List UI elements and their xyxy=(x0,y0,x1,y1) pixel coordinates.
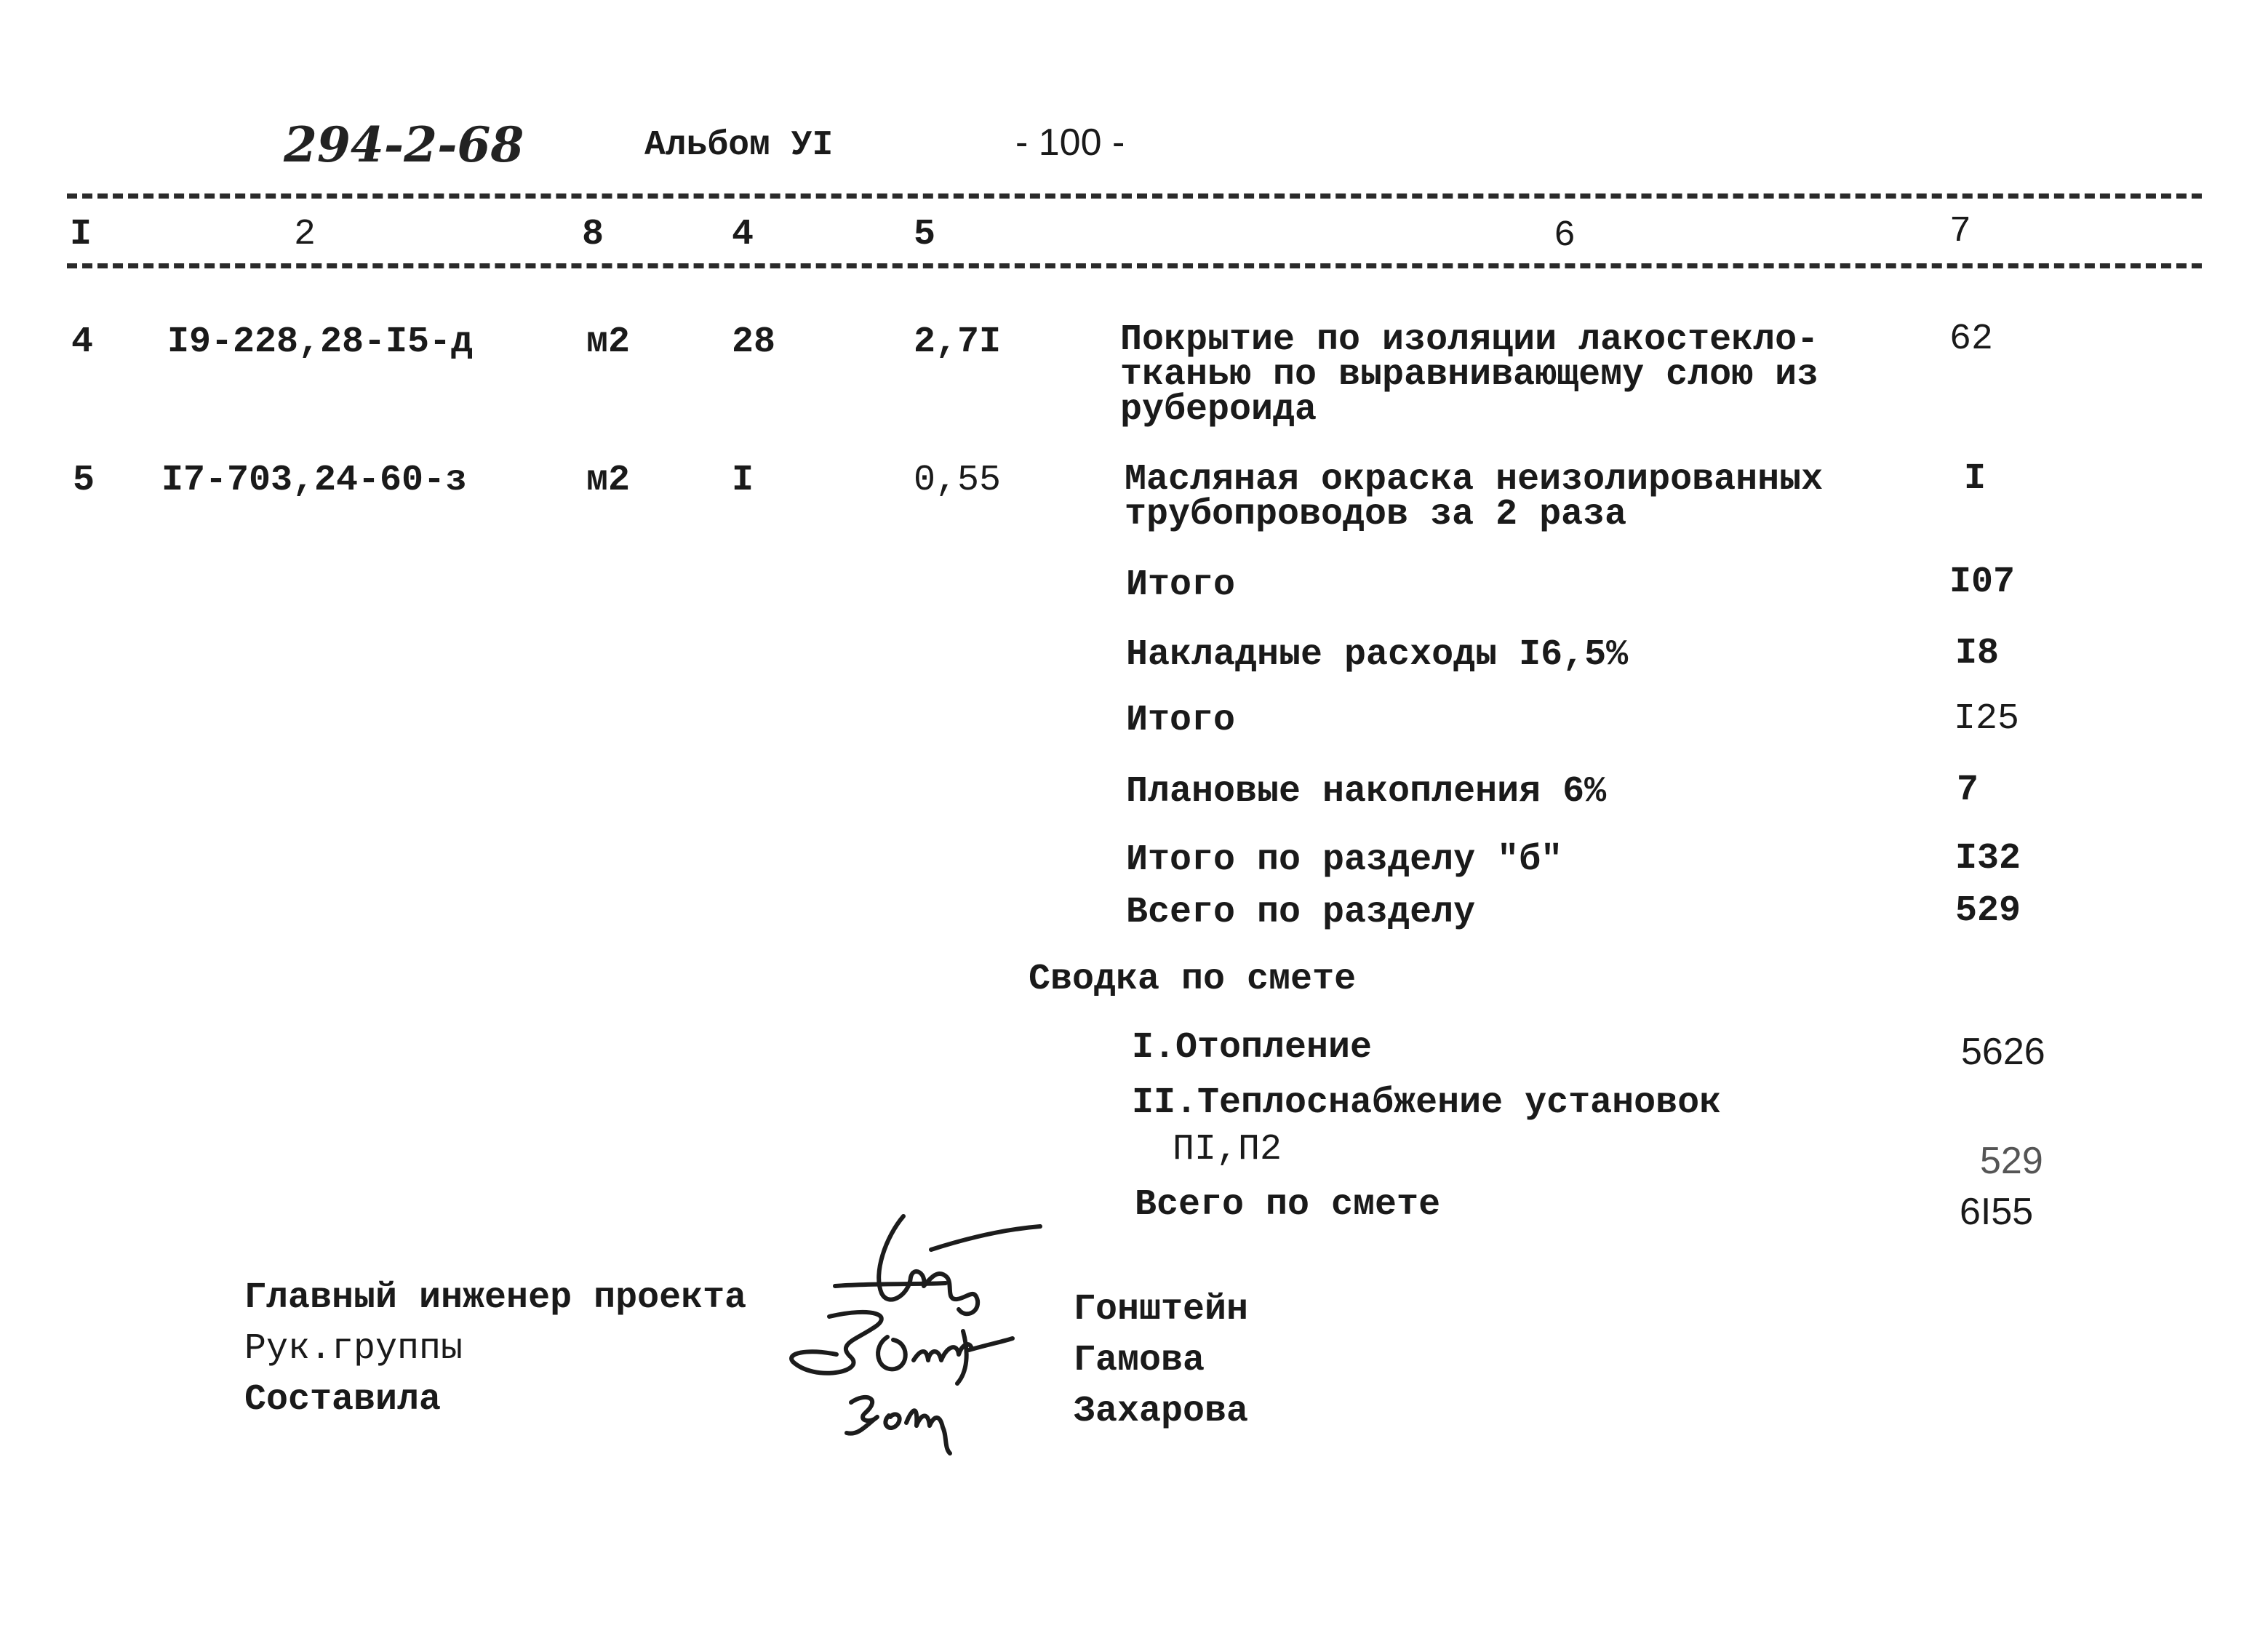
row-total: I xyxy=(1964,458,1987,500)
summary-label: Накладные расходы I6,5% xyxy=(1126,634,1629,676)
row-code: I9-228,28-I5-д xyxy=(167,322,474,363)
signature-3-handwritten xyxy=(836,1382,967,1455)
header-bottom-rule xyxy=(67,263,2202,268)
signature-1-handwritten xyxy=(822,1207,1055,1317)
col-header-3: 8 xyxy=(582,214,604,255)
row-price: 2,7I xyxy=(914,322,1002,363)
row-number: 4 xyxy=(71,322,94,363)
signature-role: Главный инженер проекта xyxy=(244,1277,747,1319)
summary-label: Итого xyxy=(1126,564,1236,606)
estimate-item-value: 529 xyxy=(1980,1140,2043,1182)
signature-name: Захарова xyxy=(1074,1391,1249,1432)
row-quantity: 28 xyxy=(732,322,776,363)
col-header-4: 4 xyxy=(732,214,754,255)
row-price: 0,55 xyxy=(914,460,1002,501)
estimate-item-value: 5626 xyxy=(1961,1031,2045,1073)
header-top-rule xyxy=(67,193,2202,199)
estimate-item-label: I.Отопление xyxy=(1132,1027,1373,1069)
row-unit: м2 xyxy=(586,322,631,363)
page-number: - 100 - xyxy=(1015,121,1125,164)
signature-role: Рук.группы xyxy=(244,1328,463,1370)
summary-value: I07 xyxy=(1949,562,2016,603)
col-header-2: 2 xyxy=(294,214,316,255)
col-header-6: 6 xyxy=(1554,215,1576,257)
signature-name: Гонштейн xyxy=(1074,1289,1249,1330)
row-number: 5 xyxy=(73,460,95,501)
project-code: 294-2-68 xyxy=(284,116,524,173)
summary-value: I8 xyxy=(1955,633,2000,674)
summary-value: 7 xyxy=(1957,770,1979,811)
summary-label: Итого xyxy=(1126,700,1236,741)
row-quantity: I xyxy=(732,460,754,501)
row-unit: м2 xyxy=(586,460,631,501)
signature-role: Составила xyxy=(244,1379,442,1421)
signature-name: Гамова xyxy=(1074,1340,1205,1381)
album-label: Альбом УI xyxy=(644,126,834,165)
row-description: Покрытие по изоляции лакостекло- тканью по выравнивающему слою из рубероида xyxy=(1120,319,1819,431)
summary-value: I25 xyxy=(1954,698,2020,740)
col-header-7: 7 xyxy=(1949,211,1972,252)
summary-label: Итого по разделу "б" xyxy=(1126,839,1563,881)
estimate-item-value: 6I55 xyxy=(1960,1191,2034,1233)
estimate-item-label: II.Теплоснабжение установок xyxy=(1132,1082,1722,1124)
summary-label: Плановые накопления 6% xyxy=(1126,771,1607,812)
col-header-1: I xyxy=(70,214,92,255)
col-header-5: 5 xyxy=(914,214,936,255)
row-code: I7-703,24-60-з xyxy=(161,460,468,501)
summary-value: 529 xyxy=(1955,890,2021,932)
row-total: 62 xyxy=(1949,319,1994,360)
estimate-item-label: Всего по смете xyxy=(1135,1184,1441,1226)
estimate-summary-title: Сводка по смете xyxy=(1029,959,1357,1000)
summary-label: Всего по разделу xyxy=(1126,892,1476,933)
row-description: Масляная окраска неизолированных трубопроводов за 2 раза xyxy=(1125,459,1824,535)
estimate-item-label-cont: ПI,П2 xyxy=(1173,1129,1282,1170)
summary-value: I32 xyxy=(1955,838,2021,879)
